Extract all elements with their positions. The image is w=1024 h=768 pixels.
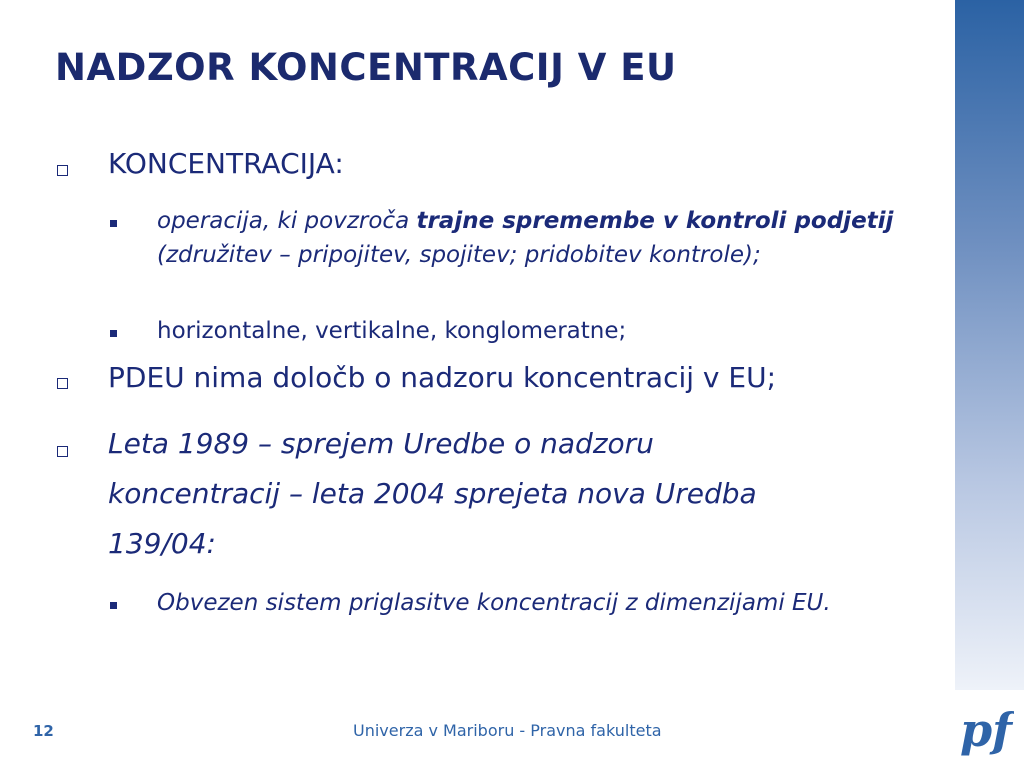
page-number: 12 (33, 722, 54, 740)
bullet-leta-1989-line3: 139/04: (108, 527, 216, 560)
bullet-leta-1989-line1: Leta 1989 – sprejem Uredbe o nadzoru (108, 427, 654, 460)
footer-institution: Univerza v Mariboru - Pravna fakulteta (353, 721, 662, 740)
sub-bullet-horizontalne: horizontalne, vertikalne, konglomeratne; (157, 318, 627, 344)
slide-title: NADZOR KONCENTRACIJ V EU (55, 46, 677, 89)
hollow-square-bullet-icon (57, 165, 68, 176)
filled-square-bullet-icon (110, 220, 117, 227)
operacija-bold-text: trajne spremembe v kontroli podjetij (416, 208, 894, 234)
operacija-post-text: (združitev – pripojitev, spojitev; pridobitev kontrole); (157, 242, 761, 268)
pf-logo-icon (958, 700, 1014, 758)
filled-square-bullet-icon (110, 602, 117, 609)
sub-bullet-operacija (157, 204, 947, 272)
bullet-leta-1989-line2: koncentracij – leta 2004 sprejeta nova Uredba (108, 477, 757, 510)
bullet-pdeu: PDEU nima določb o nadzoru koncentracij v EU; (108, 361, 777, 394)
logo-text: pf (960, 703, 1012, 757)
filled-square-bullet-icon (110, 330, 117, 337)
operacija-text: operacija, ki povzroča (157, 208, 417, 234)
decorative-side-band (955, 0, 1024, 690)
sub-bullet-obvezen: Obvezen sistem priglasitve koncentracij z dimenzijami EU. (157, 590, 831, 616)
bullet-koncentracija: KONCENTRACIJA: (108, 147, 344, 180)
hollow-square-bullet-icon (57, 378, 68, 389)
hollow-square-bullet-icon (57, 446, 68, 457)
